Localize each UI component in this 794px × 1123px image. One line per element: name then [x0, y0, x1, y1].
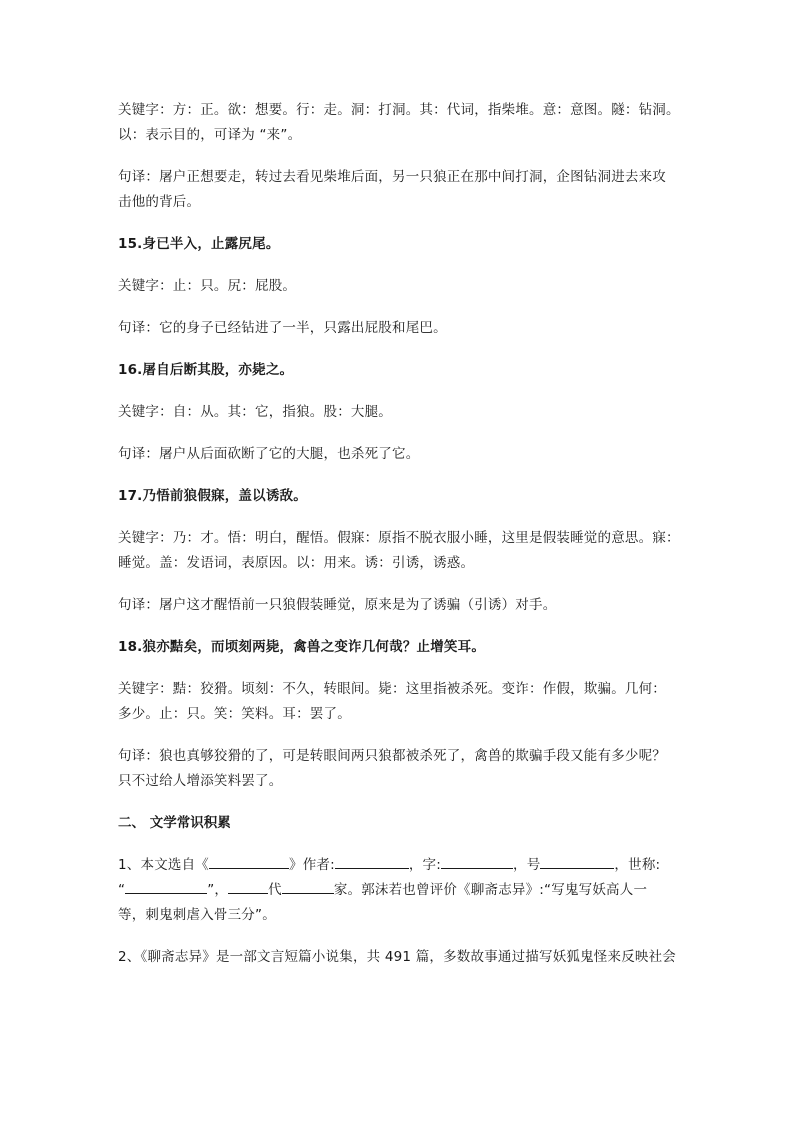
note-paragraph	[118, 316, 698, 341]
paragraph-line: 多少。止：只。笑：笑料。耳：罢了。	[118, 706, 351, 722]
notes-section	[118, 98, 698, 794]
zi-blank[interactable]	[441, 853, 513, 869]
paragraph-line: 关键字：方：正。欲：想要。行：走。洞：打洞。其：代词，指柴堆。意：意图。隧：钻洞。	[118, 102, 680, 118]
dynasty-blank[interactable]	[228, 878, 268, 894]
paragraph-line: 关键字：自：从。其：它，指狼。股：大腿。	[118, 404, 392, 420]
sentence-heading	[118, 358, 698, 383]
note-paragraph	[118, 165, 698, 215]
q1-dai-label: 代	[268, 882, 282, 898]
note-paragraph	[118, 744, 698, 794]
shicheng-blank[interactable]	[125, 878, 207, 894]
paragraph-line: 只不过给人增添笑料罢了。	[118, 773, 283, 789]
question-2-line-1: 2、《聊斋志异》是一部文言短篇小说集，共 491 篇，多数故事通过描写妖狐鬼怪来反映社会	[118, 949, 676, 965]
q1-quote-close: ”，	[207, 882, 229, 898]
paragraph-line: 句译：屠户从后面砍断了它的大腿，也杀死了它。	[118, 446, 420, 462]
sentence-heading	[118, 232, 698, 257]
note-paragraph	[118, 442, 698, 467]
note-paragraph	[118, 677, 698, 727]
jia-blank[interactable]	[282, 878, 334, 894]
paragraph-line: 关键字：止：只。尻：屁股。	[118, 278, 297, 294]
q1-quote-open: “	[118, 882, 126, 898]
question-2	[118, 945, 698, 970]
paragraph-line: 关键字：乃：才。悟：明白，醒悟。假寐：原指不脱衣服小睡，这里是假装睡觉的意思。寐：	[118, 530, 680, 546]
question-1-line-3: 等，刺鬼刺虐入骨三分”。	[118, 907, 276, 923]
paragraph-line: 以：表示目的，可译为 “来”。	[118, 127, 302, 143]
paragraph-line: 18.狼亦黠矣，而顷刻两毙，禽兽之变诈几何哉？止增笑耳。	[118, 639, 486, 655]
q1-zi-label: ，字:	[408, 857, 442, 873]
document-page	[118, 98, 698, 987]
paragraph-line: 17.乃悟前狼假寐，盖以诱敌。	[118, 488, 307, 504]
sentence-heading	[118, 484, 698, 509]
paragraph-line: 15.身已半入，止露尻尾。	[118, 236, 280, 252]
paragraph-line: 句译：屠户这才醒悟前一只狼假装睡觉，原来是为了诱骗（引诱）对手。	[118, 597, 557, 613]
note-paragraph	[118, 274, 698, 299]
book-title-blank[interactable]	[209, 853, 289, 869]
note-paragraph	[118, 400, 698, 425]
sentence-heading	[118, 635, 698, 660]
question-1-line-2	[118, 878, 698, 903]
q1-hao-label: ，号	[513, 857, 541, 873]
q1-prefix: 1、本文选自《	[118, 857, 209, 873]
paragraph-line: 关键字：黠：狡猾。顷刻：不久，转眼间。毙：这里指被杀死。变诈：作假，欺骗。几何：	[118, 681, 666, 697]
note-paragraph	[118, 98, 698, 148]
q1-shicheng-label: ，世称:	[614, 857, 661, 873]
paragraph-line: 睡觉。盖：发语词，表原因。以：用来。诱：引诱，诱惑。	[118, 555, 475, 571]
question-1	[118, 853, 698, 928]
question-1-line-1	[118, 853, 698, 878]
section-heading: 二、 文学常识积累	[118, 815, 231, 831]
paragraph-line: 16.屠自后断其股，亦毙之。	[118, 362, 294, 378]
author-blank[interactable]	[335, 853, 409, 869]
paragraph-line: 句译：狼也真够狡猾的了，可是转眼间两只狼都被杀死了，禽兽的欺骗手段又能有多少呢？	[118, 748, 666, 764]
note-paragraph	[118, 526, 698, 576]
q1-jia-text: 家。郭沫若也曾评价《聊斋志异》:“写鬼写妖高人一	[333, 882, 648, 898]
paragraph-line: 句译：屠户正想要走，转过去看见柴堆后面，另一只狼正在那中间打洞，企图钻洞进去来攻	[118, 169, 666, 185]
paragraph-line: 句译：它的身子已经钻进了一半，只露出屁股和尾巴。	[118, 320, 447, 336]
note-paragraph	[118, 593, 698, 618]
hao-blank[interactable]	[540, 853, 614, 869]
q1-author-label: 》作者:	[289, 857, 335, 873]
paragraph-line: 击他的背后。	[118, 194, 201, 210]
